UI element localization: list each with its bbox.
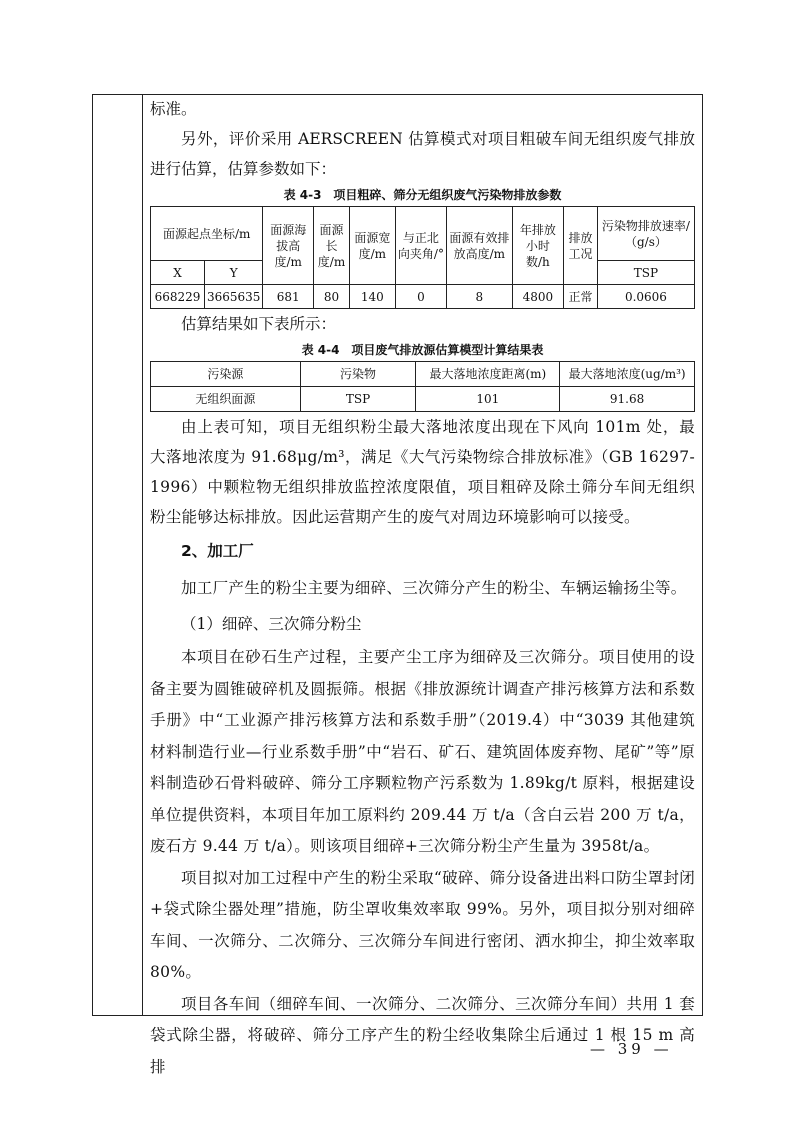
header-x: X	[151, 261, 205, 285]
subheading-fine-crushing: （1）细碎、三次筛分粉尘	[181, 615, 362, 633]
cell-angle: 0	[395, 285, 446, 309]
header-width: 面源宽度/m	[349, 207, 395, 285]
cell-x: 668229	[151, 285, 205, 309]
header-max-concentration: 最大落地浓度(ug/m³)	[560, 362, 695, 387]
header-length: 面源长度/m	[314, 207, 350, 285]
cell-hours: 4800	[512, 285, 564, 309]
page-number: — 39 —	[590, 1040, 673, 1058]
cell-height: 8	[447, 285, 512, 309]
cell-length: 80	[314, 285, 350, 309]
section-heading-factory: 2、加工厂	[181, 542, 254, 560]
cell-max-distance: 101	[416, 387, 560, 412]
header-y: Y	[204, 261, 262, 285]
cell-max-concentration: 91.68	[560, 387, 695, 412]
header-source: 污染源	[151, 362, 301, 387]
header-height: 面源有效排放高度/m	[447, 207, 512, 285]
cell-condition: 正常	[564, 285, 598, 309]
header-hours: 年排放小时数/h	[512, 207, 564, 285]
paragraph-process: 本项目在砂石生产过程，主要产尘工序为细碎及三次筛分。项目使用的设备主要为圆锥破碎机及圆振筛。根据《排放源统计调查产排污核算方法和系数手册》中“工业源产排污核算方法和系数手册”（2019.4）中“3039 其他建筑材料制造行业—行业系数手册”中“岩石、矿石、建筑固体废弃物、尾矿”等”原料制造砂石骨料破碎、筛分工序颗粒物产污系数为 1.89kg/t 原料，根据建设单位提供资料，本项目年加工原料约 209.44 万 t/a（含白云岩 200 万 t/a，废石方 9.44 万 t/a）。则该项目细碎+三次筛分粉尘产生量为 3958t/a。	[150, 648, 695, 855]
paragraph-bag-filter: 项目各车间（细碎车间、一次筛分、二次筛分、三次筛分车间）共用 1 套袋式除尘器，将破碎、筛分工序产生的粉尘经收集除尘后通过 1 根 15 m 高排	[150, 994, 695, 1076]
cell-width: 140	[349, 285, 395, 309]
paragraph-aerscreen: 另外，评价采用 AERSCREEN 估算模式对项目粗破车间无组织废气排放进行估算，估算参数如下：	[150, 130, 695, 178]
header-angle: 与正北向夹角/°	[395, 207, 446, 285]
header-rate: 污染物排放速率/（g/s）	[597, 207, 694, 261]
table-4-4-caption: 表 4-4 项目废气排放源估算模型计算结果表	[301, 343, 544, 357]
paragraph-factory: 加工厂产生的粉尘主要为细碎、三次筛分产生的粉尘、车辆运输扬尘等。	[181, 579, 687, 597]
header-coordinates: 面源起点坐标/m	[151, 207, 263, 261]
table-4-4	[150, 361, 695, 412]
table-4-3	[150, 206, 695, 309]
header-pollutant: 污染物	[300, 362, 416, 387]
paragraph-result: 由上表可知，项目无组织粉尘最大落地浓度出现在下风向 101m 处，最大落地浓度为 91.68μg/m³，满足《大气污染物综合排放标准》（GB 16297-1996）中颗粒物无组织排放监控浓度限值，项目粗碎及除土筛分车间无组织粉尘能够达标排放。因此运营期产生的废气对周边环境影响可以接受。	[150, 418, 695, 526]
paragraph-estimate-intro: 估算结果如下表所示：	[181, 315, 337, 333]
header-altitude: 面源海拔高度/m	[263, 207, 314, 285]
main-content	[150, 94, 695, 1083]
table-4-3-caption: 表 4-3 项目粗碎、筛分无组织废气污染物排放参数	[283, 188, 562, 202]
paragraph-measures: 项目拟对加工过程中产生的粉尘采取“破碎、筛分设备进出料口防尘罩封闭+袋式除尘器处理”措施，防尘罩收集效率取 99%。另外，项目拟分别对细碎车间、一次筛分、二次筛分、三次筛分车间进行密闭、洒水抑尘，抑尘效率取 80%。	[150, 868, 695, 981]
column-divider	[142, 94, 143, 1016]
cell-y: 3665635	[204, 285, 262, 309]
cell-rate: 0.0606	[597, 285, 694, 309]
header-condition: 排放工况	[564, 207, 598, 285]
cell-pollutant: TSP	[300, 387, 416, 412]
paragraph-intro-end: 标准。	[150, 100, 197, 118]
header-max-distance: 最大落地浓度距离(m)	[416, 362, 560, 387]
table-row	[151, 387, 695, 412]
table-row	[151, 285, 695, 309]
cell-altitude: 681	[263, 285, 314, 309]
header-tsp: TSP	[597, 261, 694, 285]
cell-source: 无组织面源	[151, 387, 301, 412]
